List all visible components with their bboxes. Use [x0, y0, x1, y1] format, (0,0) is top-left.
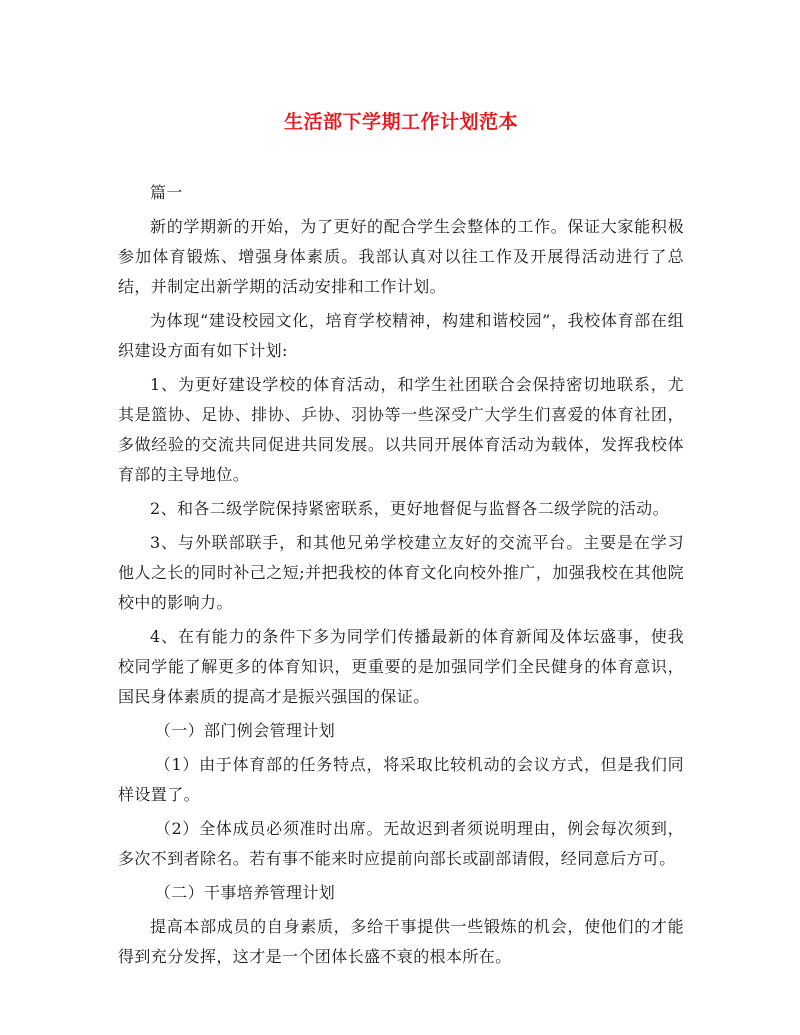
section-heading-meetings: （一）部门例会管理计划 — [154, 721, 336, 740]
paragraph-item-3: 3、与外联部联手，和其他兄弟学校建立友好的交流平台。主要是在学习他人之长的同时补己之短;并把我校的体育文化向校外推广，加强我校在其他院校中的影响力。 — [118, 533, 684, 612]
section-heading-training: （二）干事培养管理计划 — [154, 883, 336, 902]
paragraph-section-label: 篇一 — [150, 183, 183, 202]
paragraph-item-1: 1、为更好建设学校的体育活动，和学生社团联合会保持密切地联系，尤其是篮协、足协、排协、乒协、羽协等一些深受广大学生们喜爱的体育社团，多做经验的交流共同促进共同发展。以共同开展体育活动为载体，发挥我校体育部的主导地位。 — [118, 375, 684, 484]
paragraph-meeting-rule-1: （1）由于体育部的任务特点，将采取比较机动的会议方式，但是我们同样设置了。 — [118, 755, 684, 804]
document-title: 生活部下学期工作计划范本 — [283, 111, 518, 133]
paragraph-item-4: 4、在有能力的条件下多为同学们传播最新的体育新闻及体坛盛事，使我校同学能了解更多的体育知识，更重要的是加强同学们全民健身的体育意识，国民身体素质的提高才是振兴强国的保证。 — [118, 627, 684, 706]
paragraph-training: 提高本部成员的自身素质，多给干事提供一些锻炼的机会，使他们的才能得到充分发挥，这才是一个团体长盛不衰的根本所在。 — [118, 917, 684, 966]
document-page — [118, 108, 684, 976]
paragraph-meeting-rule-2: （2）全体成员必须准时出席。无故迟到者须说明理由，例会每次须到，多次不到者除名。若有事不能来时应提前向部长或副部请假，经同意后方可。 — [118, 819, 684, 868]
paragraph-plan-intro: 为体现“建设校园文化，培育学校精神，构建和谐校园”，我校体育部在组织建设方面有如下计划: — [118, 311, 684, 360]
paragraph-item-2: 2、和各二级学院保持紧密联系，更好地督促与监督各二级学院的活动。 — [150, 499, 669, 518]
paragraph-intro: 新的学期新的开始，为了更好的配合学生会整体的工作。保证大家能积极参加体育锻炼、增强身体素质。我部认真对以往工作及开展得活动进行了总结，并制定出新学期的活动安排和工作计划。 — [118, 217, 684, 296]
